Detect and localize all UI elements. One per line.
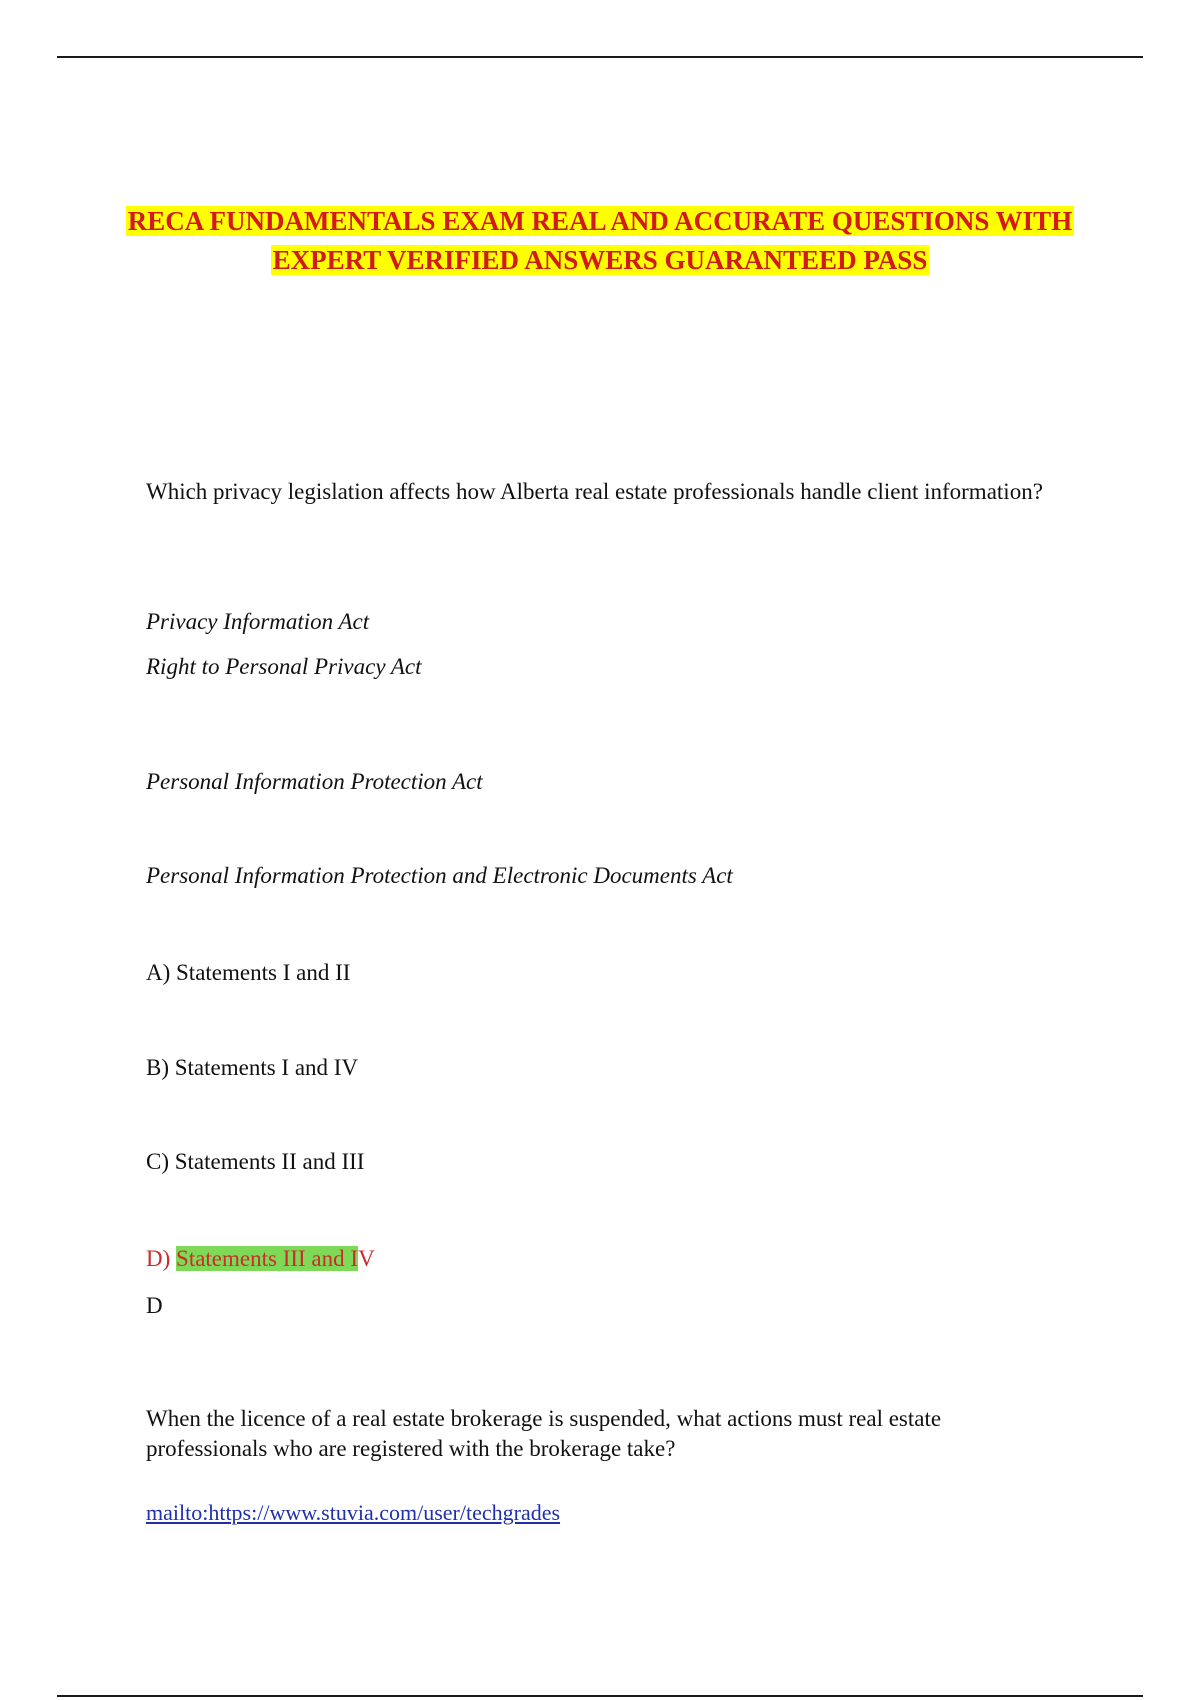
title-line-1: RECA FUNDAMENTALS EXAM REAL AND ACCURATE QUESTIONS WITH xyxy=(127,206,1073,236)
answer-key: D xyxy=(146,1293,163,1318)
footer-link-container xyxy=(146,1498,1046,1528)
statement-2: Right to Personal Privacy Act xyxy=(146,654,422,679)
top-rule xyxy=(57,56,1143,58)
option-a: A) Statements I and II xyxy=(146,960,351,985)
option-d-suffix: V xyxy=(358,1246,375,1271)
option-d-correct xyxy=(146,1244,1046,1274)
stuvia-link[interactable]: mailto:https://www.stuvia.com/user/techgrades xyxy=(146,1500,561,1525)
statement-1: Privacy Information Act xyxy=(146,609,370,634)
title-line-2: EXPERT VERIFIED ANSWERS GUARANTEED PASS xyxy=(272,245,928,275)
option-c: C) Statements II and III xyxy=(146,1149,365,1174)
option-b: B) Statements I and IV xyxy=(146,1055,359,1080)
statement-4: Personal Information Protection and Electronic Documents Act xyxy=(146,863,733,888)
question-2-text: When the licence of a real estate brokerage is suspended, what actions must real estate professionals who are registered with the brokerage take? xyxy=(146,1406,942,1461)
option-d-highlighted: Statements III and I xyxy=(176,1246,359,1271)
option-d-prefix: D) xyxy=(146,1246,177,1271)
bottom-rule xyxy=(57,1695,1143,1697)
document-title xyxy=(100,202,1100,280)
question-1-text: Which privacy legislation affects how Alberta real estate professionals handle client information? xyxy=(146,479,1043,504)
statement-3: Personal Information Protection Act xyxy=(146,769,483,794)
